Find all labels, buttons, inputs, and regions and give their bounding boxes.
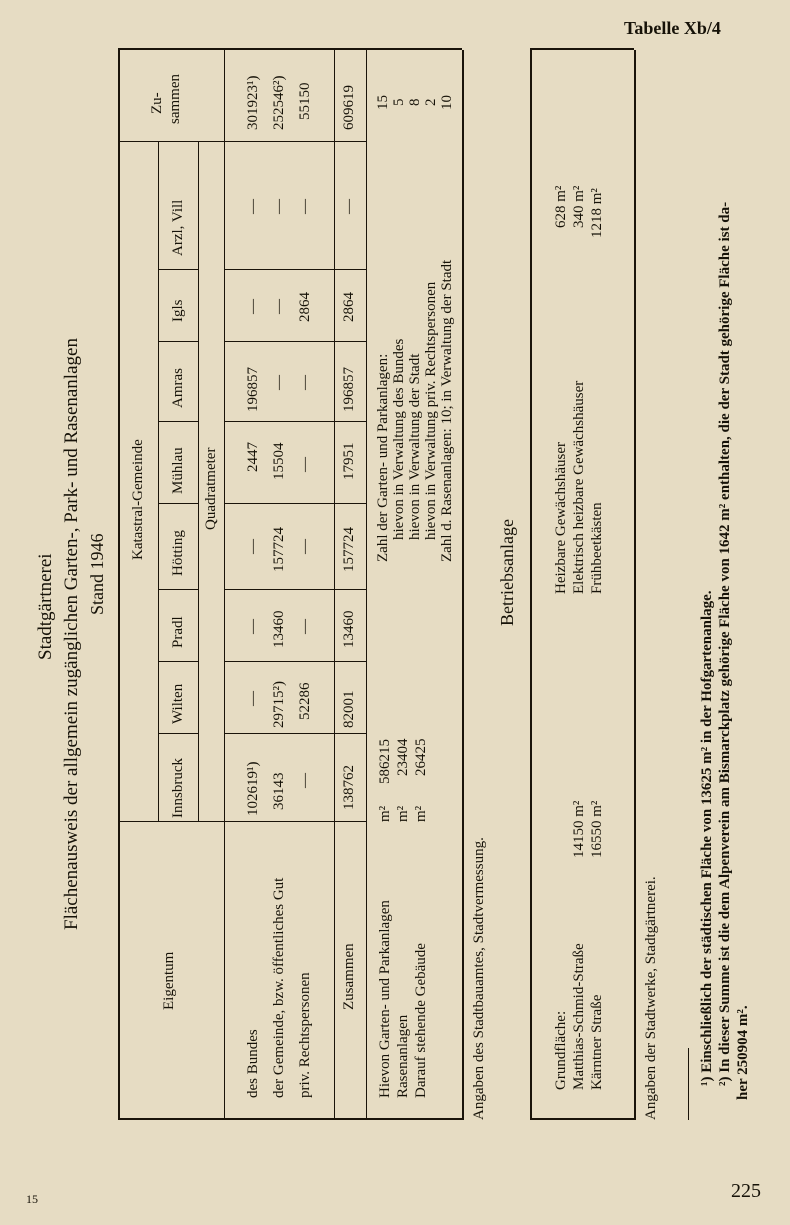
row-label-bund: des Bundes — [245, 1029, 261, 1098]
title-stand: Stand 1946 — [87, 533, 107, 615]
betrieb-item-value: 628 m² — [553, 185, 569, 228]
total-cell: 2864 — [341, 292, 357, 322]
header-hoetting: Hötting — [170, 530, 186, 576]
title-stadtgaertnerei: Stadtgärtnerei — [35, 553, 56, 660]
col-divider — [224, 733, 366, 734]
betrieb-title: Betriebsanlage — [497, 519, 517, 626]
total-cell: — — [341, 199, 357, 214]
breakdown-unit: m² — [413, 805, 429, 822]
header-eigentum: Eigentum — [161, 951, 177, 1010]
cell: — — [245, 539, 261, 554]
cell: 2864 — [297, 292, 313, 322]
cell: 52286 — [297, 682, 313, 720]
col-divider — [224, 421, 366, 422]
footnote-1: ¹) Einschließlich der städtischen Fläche von 13625 m² in der Hofgartenanlage. — [699, 590, 715, 1086]
betrieb-top-border — [530, 50, 532, 1120]
col-divider — [224, 503, 366, 504]
breakdown-unit: m² — [377, 805, 393, 822]
cell: 29715²) — [271, 681, 287, 728]
cell: — — [297, 539, 313, 554]
rotated-page-content — [0, 20, 780, 1160]
row-label-gemeinde: der Gemeinde, bzw. öffentliches Gut — [271, 877, 287, 1098]
cell: — — [297, 457, 313, 472]
cell: — — [297, 619, 313, 634]
source-stadtwerke: Angaben der Stadtwerke, Stadtgärtnerei. — [643, 876, 659, 1120]
cell: — — [245, 199, 261, 214]
betrieb-item-label: Frühbeetkästen — [589, 502, 605, 594]
breakdown-label: Rasenanlagen — [395, 1014, 411, 1098]
eigentum-column-rule — [118, 821, 366, 822]
grund-label: Grundfläche: — [553, 1010, 569, 1090]
count-value: 5 — [391, 98, 407, 106]
page-number: 225 — [731, 1180, 761, 1202]
cell: — — [297, 773, 313, 788]
col-divider — [158, 589, 198, 590]
katastral-rule — [158, 142, 159, 822]
row-label-privat: priv. Rechtspersonen — [297, 972, 313, 1098]
header-unit: Quadratmeter — [203, 447, 219, 530]
header-igls: Igls — [170, 299, 186, 322]
betrieb-item-label: Elektrisch heizbare Gewächshäuser — [571, 380, 587, 594]
col-divider — [158, 269, 198, 270]
cell: — — [245, 691, 261, 706]
table-top-border — [118, 50, 120, 1120]
col-divider — [224, 341, 366, 342]
col-divider — [224, 661, 366, 662]
cell: 157724 — [271, 527, 287, 572]
header-muehlau: Mühlau — [170, 447, 186, 494]
total-cell: 157724 — [341, 527, 357, 572]
cell: 301923¹) — [245, 75, 261, 130]
col-divider — [224, 589, 366, 590]
footnote-rule — [688, 1048, 689, 1120]
breakdown-value: 23404 — [395, 738, 411, 776]
count-label: Zahl der Garten- und Parkanlagen: — [375, 353, 391, 562]
total-cell: 17951 — [341, 442, 357, 480]
signature-mark: 15 — [26, 1192, 38, 1206]
count-value: 15 — [375, 95, 391, 110]
betrieb-bottom-border — [634, 50, 636, 1120]
breakdown-label: Hievon Garten- und Parkanlagen — [377, 900, 393, 1098]
col-divider — [224, 269, 366, 270]
header-innsbruck: Innsbruck — [170, 758, 186, 818]
table-left-border — [118, 1118, 462, 1120]
breakdown-unit: m² — [395, 805, 411, 822]
total-cell: 138762 — [341, 765, 357, 810]
betrieb-left-border — [530, 1118, 634, 1120]
header-zusammen-1: Zu- — [149, 92, 165, 114]
count-label: hievon in Verwaltung des Bundes — [391, 338, 407, 540]
cell: 15504 — [271, 442, 287, 480]
betrieb-item-value: 340 m² — [571, 185, 587, 228]
row-label-zusammen: Zusammen — [341, 943, 357, 1010]
count-label: Zahl d. Rasenanlagen: 10; in Verwaltung der Stadt — [439, 259, 455, 562]
cell: 55150 — [297, 82, 313, 120]
header-amras: Amras — [170, 368, 186, 408]
count-value: 8 — [407, 98, 423, 106]
title-flaechenausweis: Flächenausweis der allgemein zugänglichen Garten-, Park- und Rasenanlagen — [61, 338, 82, 930]
count-value: 10 — [439, 95, 455, 110]
cell: 252546²) — [271, 75, 287, 130]
col-divider — [158, 733, 198, 734]
total-rule-bottom — [366, 50, 367, 1120]
header-arzl-vill: Arzl, Vill — [170, 199, 186, 256]
col-divider — [158, 421, 198, 422]
col-divider — [158, 341, 198, 342]
grund-item-value: 14150 m² — [571, 800, 587, 858]
header-zusammen-2: sammen — [167, 74, 183, 124]
col-divider — [158, 503, 198, 504]
header-katastral-gemeinde: Katastral-Gemeinde — [130, 439, 146, 560]
cell: 13460 — [271, 610, 287, 648]
betrieb-right-border — [530, 48, 634, 50]
betrieb-item-value: 1218 m² — [589, 188, 605, 238]
count-label: hievon in Verwaltung der Stadt — [407, 353, 423, 540]
header-pradl: Pradl — [170, 616, 186, 648]
zusammen-column-rule — [118, 141, 366, 142]
total-cell: 609619 — [341, 85, 357, 130]
cell: 196857 — [245, 367, 261, 412]
col-divider — [158, 661, 198, 662]
column-names-rule — [198, 142, 199, 822]
grund-item-value: 16550 m² — [589, 800, 605, 858]
header-wilten: Wilten — [170, 683, 186, 724]
cell: — — [297, 375, 313, 390]
table-bottom-border — [462, 50, 464, 1120]
total-cell: 82001 — [341, 690, 357, 728]
betrieb-item-label: Heizbare Gewächshäuser — [553, 442, 569, 594]
total-cell: 13460 — [341, 610, 357, 648]
footnote-2: ²) In dieser Summe ist die dem Alpenverein am Bismarckplatz gehörige Fläche von 1642 m² enthalten, die der Stadt gehörige Fläche ist da- — [717, 201, 733, 1086]
total-cell: 196857 — [341, 367, 357, 412]
grund-item-label: Kärntner Straße — [589, 994, 605, 1090]
source-stadtbauamt: Angaben des Stadtbauamtes, Stadtvermessung. — [471, 837, 487, 1120]
cell: — — [297, 199, 313, 214]
header-rule — [224, 50, 225, 1120]
cell: 36143 — [271, 772, 287, 810]
cell: — — [245, 619, 261, 634]
breakdown-value: 586215 — [377, 739, 393, 784]
grund-item-label: Matthias-Schmid-Straße — [571, 943, 587, 1090]
table-right-border — [118, 48, 462, 50]
cell: 2447 — [245, 442, 261, 472]
count-label: hievon in Verwaltung priv. Rechtspersonen — [423, 281, 439, 540]
table-label: Tabelle Xb/4 — [624, 18, 721, 38]
cell: 102619¹) — [245, 761, 261, 816]
breakdown-label: Darauf stehende Gebäude — [413, 943, 429, 1098]
footnote-2-continued: her 250904 m². — [735, 1005, 751, 1100]
cell: — — [271, 199, 287, 214]
count-value: 2 — [423, 98, 439, 106]
cell: — — [271, 375, 287, 390]
breakdown-value: 26425 — [413, 738, 429, 776]
cell: — — [245, 299, 261, 314]
total-rule-top — [334, 50, 335, 1120]
cell: — — [271, 299, 287, 314]
